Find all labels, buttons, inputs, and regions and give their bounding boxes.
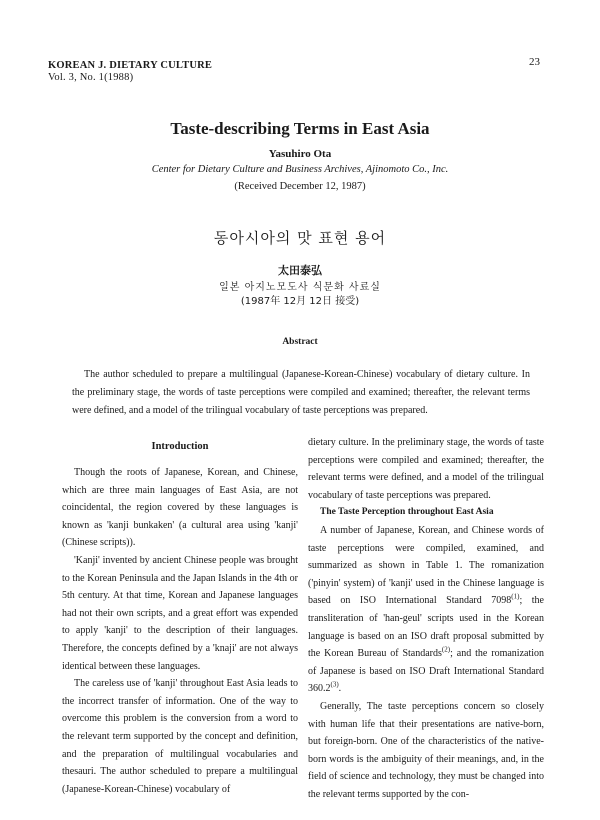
reference-2: (2) [441, 645, 451, 654]
taste-paragraph-1 [308, 522, 544, 698]
introduction-paragraph-1: Though the roots of Japanese, Korean, and Chinese, which are three main languages of East Asia, are not coincidental, the region covered by these languages is known as 'kanji bunkaken' (a cultural area using 'kanji' (Chinese scripts)). [62, 467, 298, 549]
introduction-paragraph-3: The careless use of 'kanji' throughout East Asia leads to the incorrect transfer of information. One of the way to overcome this problem is the conversion from a word to the relevant term supported by the concept and definition, and the preparation of multilingual vocabularies and thesauri. The author scheduled to prepare a multilingual (Japanese-Korean-Chinese) vocabulary of [62, 678, 298, 795]
korean-title: 동아시아의 맛 표현 용어 [213, 229, 387, 247]
author-affiliation: Center for Dietary Culture and Business Archives, Ajinomoto Co., Inc. [151, 164, 449, 175]
taste-paragraph-1-part-d: . [338, 683, 342, 695]
page-number: 23 [529, 56, 540, 68]
paper-title: Taste-describing Terms in East Asia [170, 119, 430, 138]
journal-volume: Vol. 3, No. 1(1988) [48, 72, 134, 83]
korean-affiliation: 일본 아지노모도사 식문화 사료실 [219, 282, 381, 293]
korean-author: 太田泰弘 [278, 264, 322, 277]
journal-name: KOREAN J. DIETARY CULTURE [48, 60, 213, 71]
taste-paragraph-1-part-a: A number of Japanese, Korean, and Chinese words of taste perceptions were compiled, examined, and summarized as shown in Table 1. The romanization ('pinyin' system) of 'kanji' used in the Chinese language is based on ISO International Standard 7098 [308, 524, 544, 607]
introduction-heading: Introduction [151, 441, 209, 452]
taste-section-heading: The Taste Perception throughout East Asia [320, 507, 494, 518]
abstract-text: The author scheduled to prepare a multilingual (Japanese-Korean-Chinese) vocabulary of dietary culture. In the preliminary stage, the words of taste perceptions were compiled and examined; thereafter, the relevant terms were defined, and a model of the trilingual vocabulary of taste perceptions was prepared. [72, 369, 530, 416]
introduction-paragraph-2: 'Kanji' invented by ancient Chinese people was brought to the Korean Peninsula and the Japan Islands in the 4th or 5th century. At that time, Korean and Japanese languages had not their own scripts, and a great effort was expended to apply 'kanji' to the description of their languages. Therefore, the concepts defined by a 'knaji' are not always identical between these languages. [62, 554, 298, 672]
author-name: Yasuhiro Ota [268, 148, 332, 160]
introduction-paragraph-3-continued: dietary culture. In the preliminary stage, the words of taste perceptions were compiled and examined; thereafter, the relevant terms were defined, and a model of the trilingual vocabulary of taste perceptions was prepared. [308, 437, 544, 501]
left-column [62, 434, 298, 798]
taste-paragraph-1-part-b: ; the transliteration of 'han-geul' scripts used in the Korean language is based on an ISO draft proposal submitted by the Korean Bureau of Standards [308, 595, 544, 660]
reference-3: (3) [330, 680, 339, 689]
taste-paragraph-1-part-c: ; and the romanization of Japanese is based on ISO Draft International Standard 360.2 [308, 648, 544, 695]
taste-paragraph-2: Generally, The taste perceptions concern so closely with human life that their presentations are native-born, but foreign-born. One of the characteristics of the native-born words is the ambiguity of their meanings, and, in the field of science and technology, they must be changed into the relevant terms supported by the con- [308, 700, 544, 800]
reference-1: (1) [511, 593, 520, 602]
abstract-heading: Abstract [282, 337, 318, 347]
journal-info [48, 60, 212, 84]
korean-received-date: (1987年 12月 12日 接受) [240, 296, 360, 307]
received-date: (Received December 12, 1987) [234, 181, 366, 192]
right-column [308, 434, 544, 803]
